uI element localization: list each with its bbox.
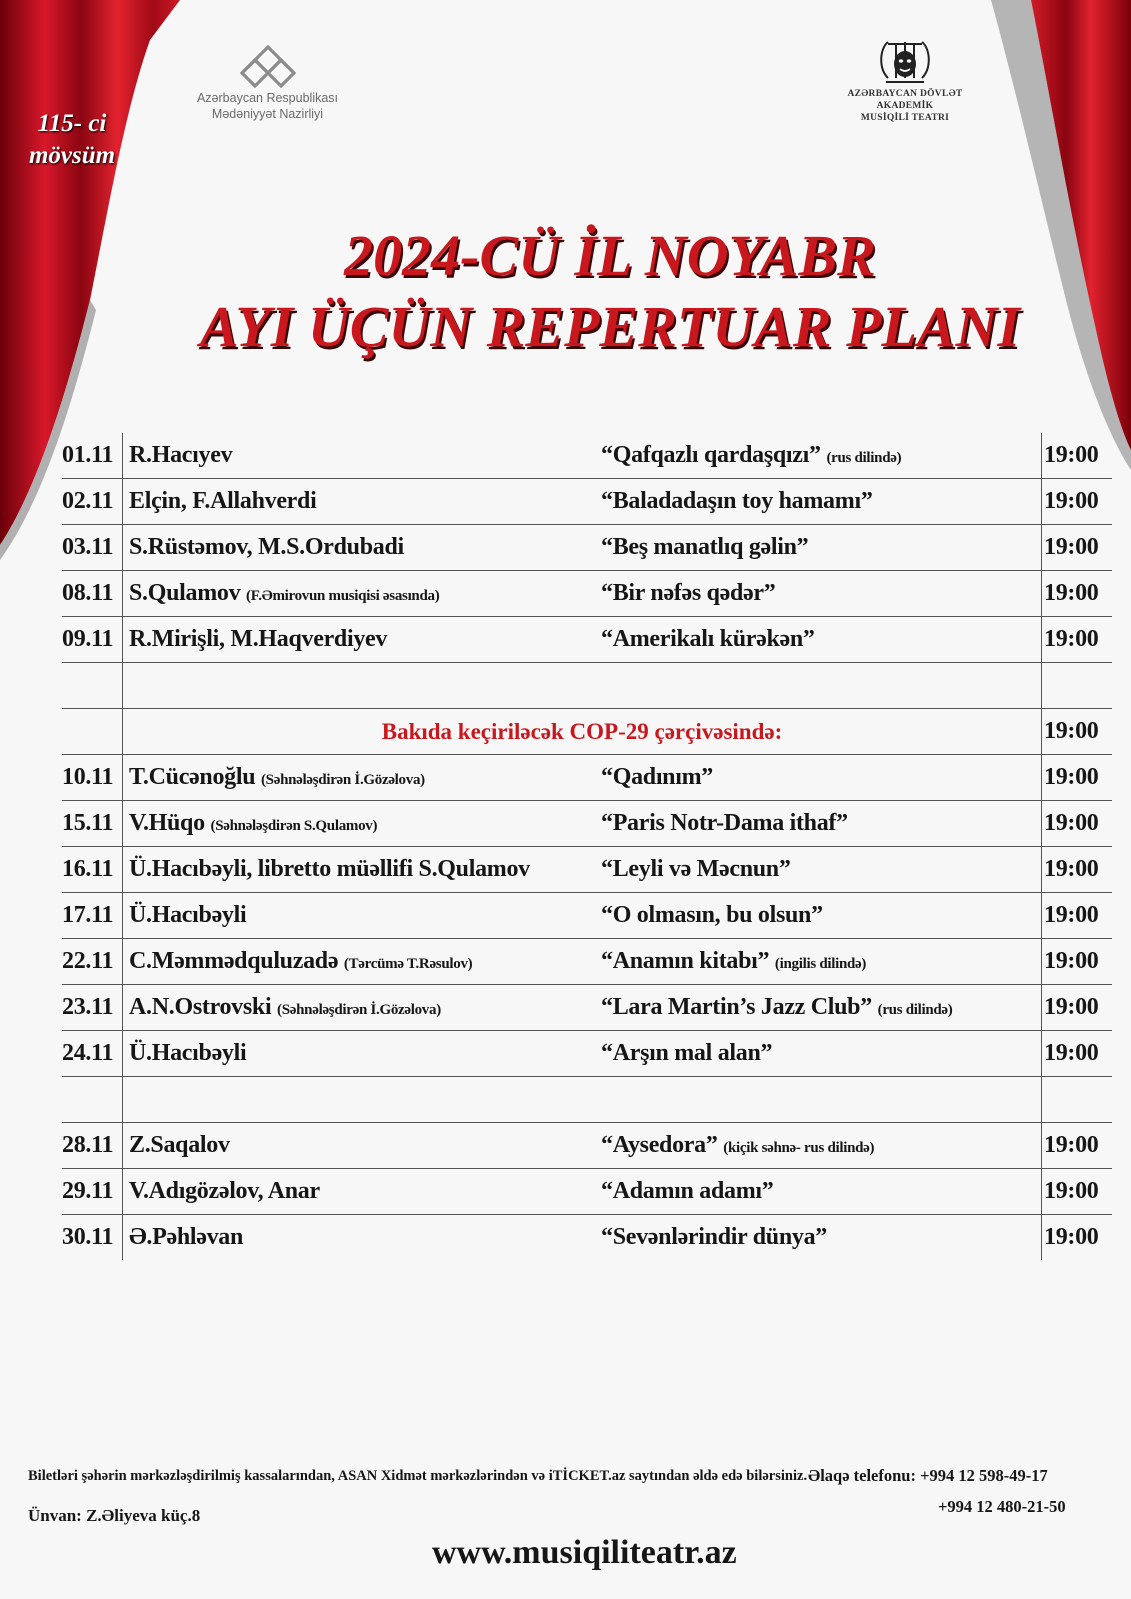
- date-text: 15.11: [62, 810, 114, 836]
- schedule-row: [62, 1169, 1112, 1215]
- schedule-work: [601, 571, 1042, 617]
- cop-section-row: [62, 709, 1112, 755]
- work-title: “Paris Notr-Dama ithaf”: [601, 810, 848, 836]
- blank-cell: [62, 663, 123, 709]
- author-text: V.Adıgözəlov, Anar: [129, 1178, 320, 1204]
- schedule-date: [62, 801, 123, 847]
- schedule-work: [601, 939, 1042, 985]
- author-text: A.N.Ostrovski: [129, 994, 272, 1020]
- time-text: 19:00: [1044, 764, 1099, 790]
- page-title-line1: 2024-CÜ İL NOYABR: [344, 223, 876, 288]
- cop-section-label: [123, 709, 1042, 755]
- schedule-row: [62, 985, 1112, 1031]
- author-text: Elçin, F.Allahverdi: [129, 488, 317, 514]
- schedule-work: [601, 617, 1042, 663]
- blank-row: [62, 663, 1112, 709]
- time-text: 19:00: [1044, 718, 1099, 744]
- date-text: 02.11: [62, 488, 114, 514]
- schedule-time: [1042, 801, 1113, 847]
- theatre-name-line1: AZƏRBAYCAN DÖVLƏT: [847, 89, 963, 99]
- author-text: R.Mirişli, M.Haqverdiyev: [129, 626, 388, 652]
- season-word: mövsüm: [28, 142, 116, 169]
- blank-cell: [1042, 663, 1113, 709]
- work-title: “Baladadaşın toy hamamı”: [601, 488, 873, 514]
- schedule-row: [62, 479, 1112, 525]
- schedule-row: [62, 433, 1112, 479]
- schedule-time: [1042, 985, 1113, 1031]
- schedule-work: [601, 479, 1042, 525]
- time-text: 19:00: [1044, 1132, 1099, 1158]
- schedule-date: [62, 847, 123, 893]
- date-text: 16.11: [62, 856, 114, 882]
- schedule-author: [123, 939, 602, 985]
- work-title: “Leyli və Məcnun”: [601, 856, 791, 882]
- time-text: 19:00: [1044, 1178, 1099, 1204]
- time-text: 19:00: [1044, 442, 1099, 468]
- author-text: S.Qulamov: [129, 580, 241, 606]
- time-text: 19:00: [1044, 488, 1099, 514]
- schedule-work: [601, 985, 1042, 1031]
- ministry-name-line1: Azərbaycan Respublikası: [196, 91, 339, 105]
- schedule-work: [601, 1031, 1042, 1077]
- author-text: Ü.Hacıbəyli: [129, 902, 247, 928]
- ministry-name-line2: Mədəniyyət Nazirliyi: [211, 107, 324, 121]
- schedule-author: [123, 1215, 602, 1261]
- time-text: 19:00: [1044, 534, 1099, 560]
- schedule-time: [1042, 479, 1113, 525]
- schedule-row: [62, 939, 1112, 985]
- work-note: (rus dilində): [826, 450, 902, 466]
- address: Ünvan: Z.Əliyeva küç.8: [28, 1506, 201, 1525]
- schedule-row: [62, 617, 1112, 663]
- author-note: (Səhnələşdirən İ.Gözəlova): [277, 1002, 441, 1018]
- schedule-time: [1042, 709, 1113, 755]
- blank-row: [62, 1077, 1112, 1123]
- schedule-work: [601, 893, 1042, 939]
- work-title: “O olmasın, bu olsun”: [601, 902, 823, 928]
- date-text: 01.11: [62, 442, 114, 468]
- author-text: S.Rüstəmov, M.S.Ordubadi: [129, 534, 404, 560]
- date-text: 08.11: [62, 580, 114, 606]
- author-note: (Tərcümə T.Rəsulov): [343, 956, 473, 972]
- author-text: T.Cücənoğlu: [129, 764, 256, 790]
- work-title: “Adamın adamı”: [601, 1178, 774, 1204]
- contact-phone-secondary: +994 12 480-21-50: [938, 1497, 1066, 1516]
- author-text: Z.Saqalov: [129, 1132, 230, 1158]
- schedule-time: [1042, 525, 1113, 571]
- ministry-emblem-icon: [233, 44, 303, 90]
- schedule-time: [1042, 939, 1113, 985]
- schedule-date: [62, 617, 123, 663]
- author-text: C.Məmmədquluzadə: [129, 948, 339, 974]
- date-text: 28.11: [62, 1132, 114, 1158]
- schedule-work: [601, 1169, 1042, 1215]
- schedule-author: [123, 847, 602, 893]
- time-text: 19:00: [1044, 902, 1099, 928]
- work-title: “Aysedora”: [601, 1132, 718, 1158]
- time-text: 19:00: [1044, 948, 1099, 974]
- schedule-work: [601, 801, 1042, 847]
- schedule-date: [62, 571, 123, 617]
- work-title: “Amerikalı kürəkən”: [601, 626, 815, 652]
- theatre-lyre-mask-icon: [874, 38, 936, 86]
- author-text: R.Hacıyev: [129, 442, 233, 468]
- schedule-row: [62, 755, 1112, 801]
- date-text: 30.11: [62, 1224, 114, 1250]
- schedule-row: [62, 801, 1112, 847]
- schedule-author: [123, 617, 602, 663]
- work-note: (rus dilində): [877, 1002, 953, 1018]
- website-link[interactable]: www.musiqiliteatr.az: [432, 1534, 737, 1571]
- season-number: 115- ci: [37, 110, 107, 137]
- blank-cell: [601, 1077, 1042, 1123]
- schedule-author: [123, 893, 602, 939]
- date-text: 17.11: [62, 902, 114, 928]
- schedule-row: [62, 525, 1112, 571]
- work-title: “Beş manatlıq gəlin”: [601, 534, 809, 560]
- work-title: “Bir nəfəs qədər”: [601, 580, 776, 606]
- author-text: Ü.Hacıbəyli, libretto müəllifi S.Qulamov: [129, 856, 530, 882]
- schedule-time: [1042, 433, 1113, 479]
- tickets-info: Biletləri şəhərin mərkəzləşdirilmiş kassalarından, ASAN Xidmət mərkəzlərindən və iTİCKET.az saytından əldə edə bilərsiniz.: [28, 1468, 808, 1484]
- author-text: Ə.Pəhləvan: [129, 1224, 244, 1250]
- schedule-row: [62, 1031, 1112, 1077]
- schedule-date: [62, 479, 123, 525]
- blank-cell: [62, 709, 123, 755]
- schedule-time: [1042, 617, 1113, 663]
- schedule-time: [1042, 755, 1113, 801]
- schedule-author: [123, 571, 602, 617]
- theatre-logo: [840, 38, 970, 124]
- time-text: 19:00: [1044, 580, 1099, 606]
- cop-label-text: Bakıda keçiriləcək COP-29 çərçivəsində:: [381, 718, 783, 744]
- page-title-line2: AYI ÜÇÜN REPERTUAR PLANI: [199, 294, 1021, 359]
- schedule-author: [123, 433, 602, 479]
- schedule-time: [1042, 1215, 1113, 1261]
- schedule-time: [1042, 847, 1113, 893]
- date-text: 29.11: [62, 1178, 114, 1204]
- schedule-author: [123, 1031, 602, 1077]
- blank-cell: [62, 1077, 123, 1123]
- blank-cell: [1042, 1077, 1113, 1123]
- theatre-name-line3: MUSİQİLİ TEATRI: [860, 113, 950, 123]
- work-title: “Arşın mal alan”: [601, 1040, 773, 1066]
- schedule-work: [601, 1215, 1042, 1261]
- work-note: (ingilis dilində): [774, 956, 867, 972]
- time-text: 19:00: [1044, 810, 1099, 836]
- schedule-date: [62, 1215, 123, 1261]
- work-title: “Sevənlərindir dünya”: [601, 1224, 827, 1250]
- time-text: 19:00: [1044, 856, 1099, 882]
- schedule-author: [123, 985, 602, 1031]
- contact-phone: Əlaqə telefonu: +994 12 598-49-17: [808, 1466, 1048, 1485]
- repertoire-table: [62, 433, 1112, 1260]
- schedule-time: [1042, 1123, 1113, 1169]
- schedule-author: [123, 1123, 602, 1169]
- time-text: 19:00: [1044, 626, 1099, 652]
- schedule-work: [601, 433, 1042, 479]
- author-text: Ü.Hacıbəyli: [129, 1040, 247, 1066]
- work-title: “Qadınım”: [601, 764, 713, 790]
- schedule-time: [1042, 1031, 1113, 1077]
- schedule-time: [1042, 893, 1113, 939]
- author-note: (F.Əmirovun musiqisi əsasında): [246, 588, 440, 604]
- schedule-row: [62, 847, 1112, 893]
- schedule-date: [62, 1123, 123, 1169]
- schedule-date: [62, 939, 123, 985]
- time-text: 19:00: [1044, 1040, 1099, 1066]
- schedule-author: [123, 755, 602, 801]
- author-text: V.Hüqo: [129, 810, 205, 836]
- schedule-date: [62, 893, 123, 939]
- schedule-date: [62, 433, 123, 479]
- date-text: 24.11: [62, 1040, 114, 1066]
- time-text: 19:00: [1044, 994, 1099, 1020]
- work-title: “Anamın kitabı”: [601, 948, 770, 974]
- schedule-time: [1042, 571, 1113, 617]
- date-text: 03.11: [62, 534, 114, 560]
- season-badge: [18, 108, 126, 172]
- work-title: “Qafqazlı qardaşqızı”: [601, 442, 821, 468]
- schedule-row: [62, 893, 1112, 939]
- schedule-date: [62, 1031, 123, 1077]
- schedule-date: [62, 1169, 123, 1215]
- schedule-author: [123, 801, 602, 847]
- time-text: 19:00: [1044, 1224, 1099, 1250]
- schedule-date: [62, 755, 123, 801]
- date-text: 22.11: [62, 948, 114, 974]
- schedule-author: [123, 525, 602, 571]
- author-note: (Səhnələşdirən İ.Gözəlova): [260, 772, 425, 788]
- schedule-row: [62, 1215, 1112, 1261]
- schedule-work: [601, 755, 1042, 801]
- work-title: “Lara Martin’s Jazz Club”: [601, 994, 872, 1020]
- schedule-time: [1042, 1169, 1113, 1215]
- blank-cell: [123, 1077, 602, 1123]
- blank-cell: [123, 663, 602, 709]
- work-note: (kiçik səhnə- rus dilində): [723, 1140, 875, 1156]
- ministry-logo: [180, 44, 355, 122]
- author-note: (Səhnələşdirən S.Qulamov): [210, 818, 378, 834]
- schedule-work: [601, 1123, 1042, 1169]
- schedule-row: [62, 571, 1112, 617]
- schedule-work: [601, 525, 1042, 571]
- date-text: 09.11: [62, 626, 114, 652]
- schedule-date: [62, 525, 123, 571]
- date-text: 23.11: [62, 994, 114, 1020]
- theatre-name-line2: AKADEMİK: [876, 101, 934, 111]
- schedule-row: [62, 1123, 1112, 1169]
- schedule-date: [62, 985, 123, 1031]
- schedule-work: [601, 847, 1042, 893]
- blank-cell: [601, 663, 1042, 709]
- schedule-author: [123, 479, 602, 525]
- date-text: 10.11: [62, 764, 114, 790]
- schedule-author: [123, 1169, 602, 1215]
